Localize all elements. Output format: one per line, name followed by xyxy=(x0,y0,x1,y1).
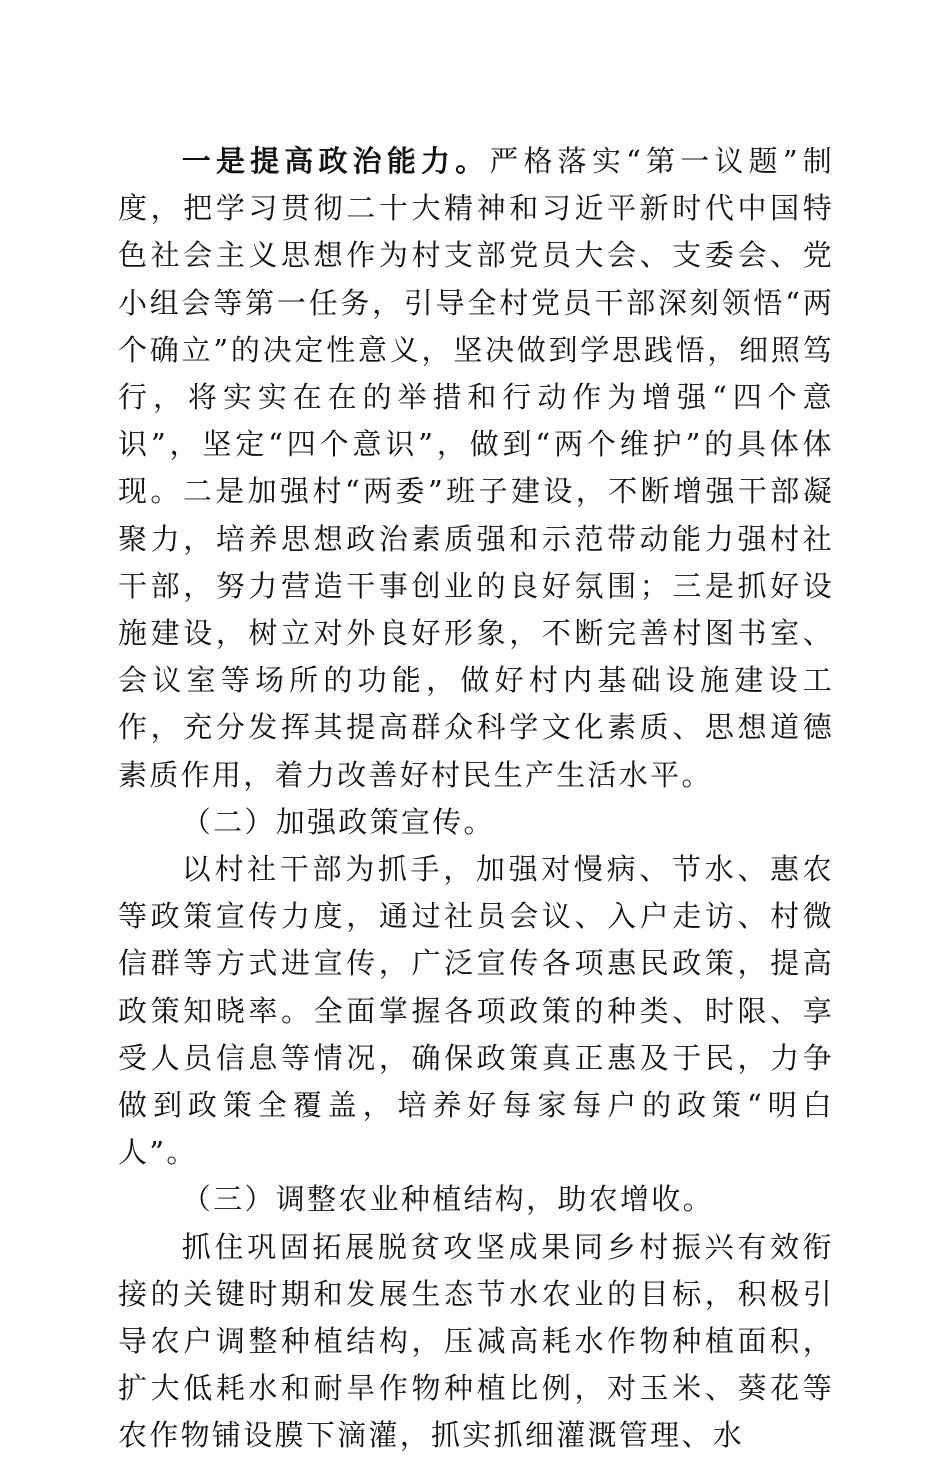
paragraph-lead: 一是提高政治能力。 xyxy=(181,144,490,178)
paragraph-planting-structure: 抓住巩固拓展脱贫攻坚成果同乡村振兴有效衔接的关键时期和发展生态节水农业的目标，积极引导农户调整种植结构，压减高耗水作物种植面积，扩大低耗水和耐旱作物种植比例，对玉米、葵花等农作物铺设膜下滴灌，抓实抓细灌溉管理、水 xyxy=(118,1229,834,1453)
section-heading-policy-publicity: （二）加强政策宣传。 xyxy=(181,804,495,839)
document-body xyxy=(118,138,834,1460)
paragraph-text: 严格落实“第一议题”制度，把学习贯彻二十大精神和习近平新时代中国特色社会主义思想作为村支部党员大会、支委会、党小组会等第一任务，引导全村党员干部深刻领悟“两个确立”的决定性意义，坚决做到学思践悟，细照笃行，将实实在在的举措和行动作为增强“四个意识”，坚定“四个意识”，做到“两个维护”的具体体现。二是加强村“两委”班子建设，不断增强干部凝聚力，培养思想政治素质强和示范带动能力强村社干部，努力营造干事创业的良好氛围；三是抓好设施建设，树立对外良好形象，不断完善村图书室、会议室等场所的功能，做好村内基础设施建设工作，充分发挥其提高群众科学文化素质、思想道德素质作用，着力改善好村民生产生活水平。 xyxy=(118,144,835,792)
paragraph-political-capacity xyxy=(118,138,834,799)
paragraph-policy-publicity: 以村社干部为抓手，加强对慢病、节水、惠农等政策宣传力度，通过社员会议、入户走访、村微信群等方式进宣传，广泛宣传各项惠民政策，提高政策知晓率。全面掌握各项政策的种类、时限、享受人员信息等情况，确保政策真正惠及于民，力争做到政策全覆盖，培养好每家每户的政策“明白人”。 xyxy=(118,852,834,1170)
section-heading-planting-structure: （三）调整农业种植结构，助农增收。 xyxy=(181,1182,714,1217)
